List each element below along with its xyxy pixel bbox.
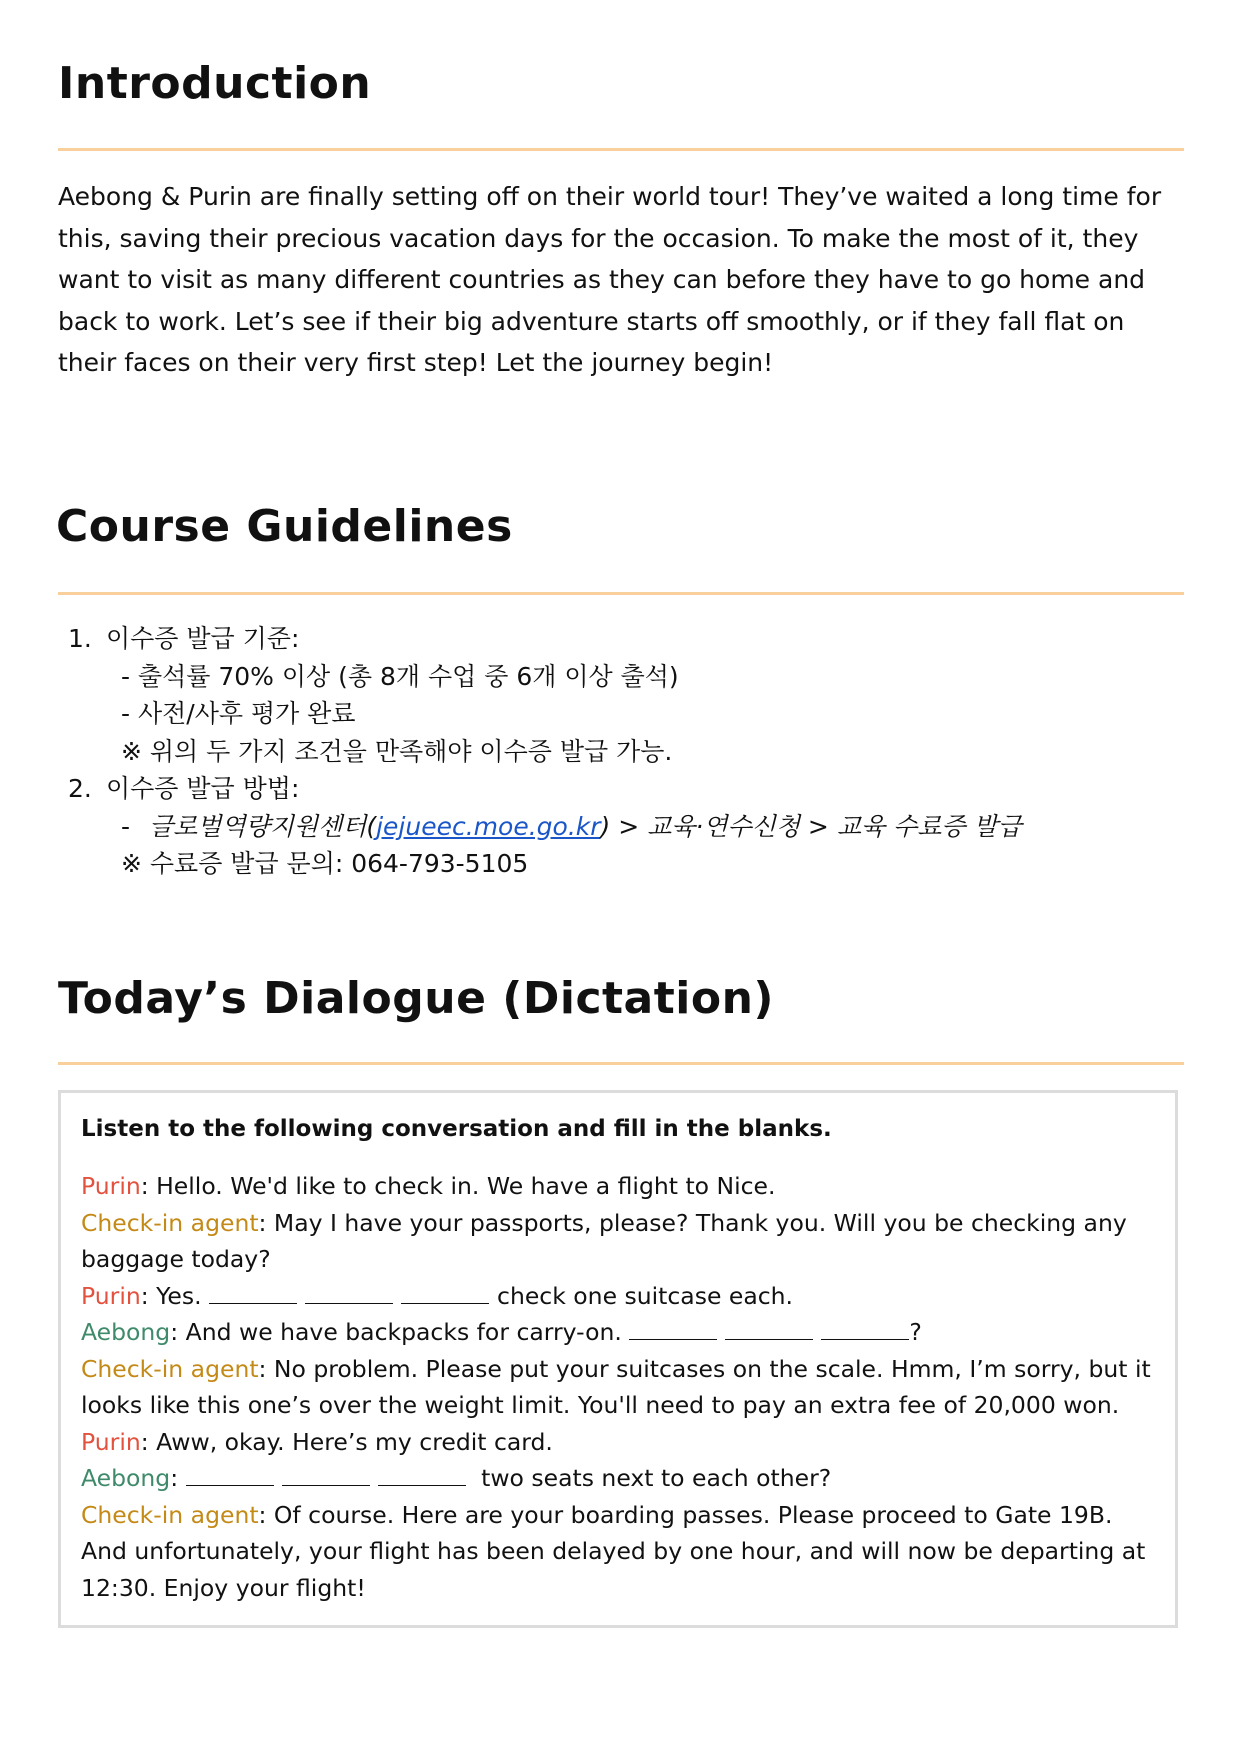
dialogue-text: ? xyxy=(909,1318,922,1346)
speaker-check-in-agent: Check-in agent xyxy=(81,1208,259,1237)
dialogue-divider xyxy=(58,1062,1184,1065)
guidelines-list xyxy=(68,620,1022,883)
dialogue-text: : And we have backpacks for carry-on. xyxy=(170,1318,622,1346)
introduction-divider xyxy=(58,148,1184,151)
guideline-note: ※ 위의 두 가지 조건을 만족해야 이수증 발급 가능. xyxy=(121,736,673,766)
speaker-check-in-agent: Check-in agent xyxy=(81,1500,259,1529)
speaker-aebong: Aebong xyxy=(81,1318,171,1346)
dictation-box xyxy=(58,1090,1178,1628)
dialogue-line xyxy=(81,1351,1157,1424)
guideline-heading: 이수증 발급 기준: xyxy=(106,624,300,653)
guideline-item-2 xyxy=(68,770,1022,808)
dialogue-text: check one suitcase each. xyxy=(497,1281,794,1310)
course-guidelines-divider xyxy=(58,592,1184,595)
speaker-purin: Purin xyxy=(81,1427,141,1456)
guideline-contact-note: ※ 수료증 발급 문의: 064-793-5105 xyxy=(121,849,529,878)
dialogue-text: : Of course. Here are your boarding passes. Please proceed to Gate 19B. And unfortunately, your flight has been delayed by one hour, and will now be departing at 12:30. Enjoy your flight! xyxy=(81,1500,1146,1602)
dialogue-line xyxy=(81,1314,1157,1351)
introduction-paragraph: Aebong & Purin are finally setting off on their world tour! They’ve waited a long time for this, saving their precious vacation days for the occasion. To make the most of it, they want to visit as many different countries as they can before they have to go home and back to work. Let’s see if their big adventure starts off smoothly, or if they fall flat on their faces on their very first step! Let the journey begin! xyxy=(58,182,1162,377)
dictation-blank[interactable] xyxy=(186,1467,274,1486)
dictation-blank[interactable] xyxy=(282,1467,370,1486)
dictation-blank[interactable] xyxy=(629,1321,717,1340)
dictation-blank[interactable] xyxy=(725,1321,813,1340)
dictation-blank[interactable] xyxy=(209,1285,297,1304)
dialogue-line xyxy=(81,1278,1157,1315)
guideline-attendance-line: - 출석률 70% 이상 (총 8개 수업 중 6개 이상 출석) xyxy=(121,661,679,691)
dialogue-text: : Hello. We'd like to check in. We have a flight to Nice. xyxy=(140,1172,776,1200)
dictation-instruction: Listen to the following conversation and fill in the blanks. xyxy=(81,1116,832,1142)
menu-path: ) > 교육·연수신청 > 교육 수료증 발급 xyxy=(600,811,1022,841)
course-guidelines-heading: Course Guidelines xyxy=(56,501,513,552)
speaker-purin: Purin xyxy=(81,1172,141,1200)
dialogue-line xyxy=(81,1460,1157,1497)
dialogue-heading: Today’s Dialogue (Dictation) xyxy=(58,973,775,1024)
dialogue-text: : May I have your passports, please? Thank you. Will you be checking any baggage today? xyxy=(81,1208,1127,1273)
dialogue-line xyxy=(81,1424,1157,1461)
dialogue-text: : xyxy=(170,1464,179,1492)
guideline-number: 1. xyxy=(68,624,92,653)
dialogue-text: two seats next to each other? xyxy=(481,1464,832,1492)
center-name: 글로벌역량지원센터( xyxy=(149,811,377,841)
dictation-blank[interactable] xyxy=(401,1285,489,1304)
dialogue-line xyxy=(81,1497,1157,1607)
dialogue-text: : Aww, okay. Here’s my credit card. xyxy=(140,1427,553,1456)
guideline-item-1 xyxy=(68,620,1022,658)
dialogue-line xyxy=(81,1168,1157,1205)
dialogue-text: : Yes. xyxy=(140,1281,202,1310)
guideline-assessment-line: - 사전/사후 평가 완료 xyxy=(121,699,356,728)
guideline-number: 2. xyxy=(68,774,92,803)
center-website-link[interactable]: jejueec.moe.go.kr xyxy=(376,811,601,841)
guideline-method-line xyxy=(68,808,1022,846)
dialogue-text: : No problem. Please put your suitcases on the scale. Hmm, I’m sorry, but it looks like this one’s over the weight limit. You'll need to pay an extra fee of 20,000 won. xyxy=(81,1354,1151,1419)
speaker-check-in-agent: Check-in agent xyxy=(81,1354,259,1383)
speaker-aebong: Aebong xyxy=(81,1464,171,1492)
guideline-heading: 이수증 발급 방법: xyxy=(106,774,300,803)
introduction-heading: Introduction xyxy=(58,58,372,109)
dictation-blank[interactable] xyxy=(378,1467,466,1486)
speaker-purin: Purin xyxy=(81,1281,141,1310)
guideline-dash: - xyxy=(121,811,131,841)
dictation-blank[interactable] xyxy=(305,1285,393,1304)
dialogue-line xyxy=(81,1205,1157,1278)
dictation-blank[interactable] xyxy=(821,1321,909,1340)
